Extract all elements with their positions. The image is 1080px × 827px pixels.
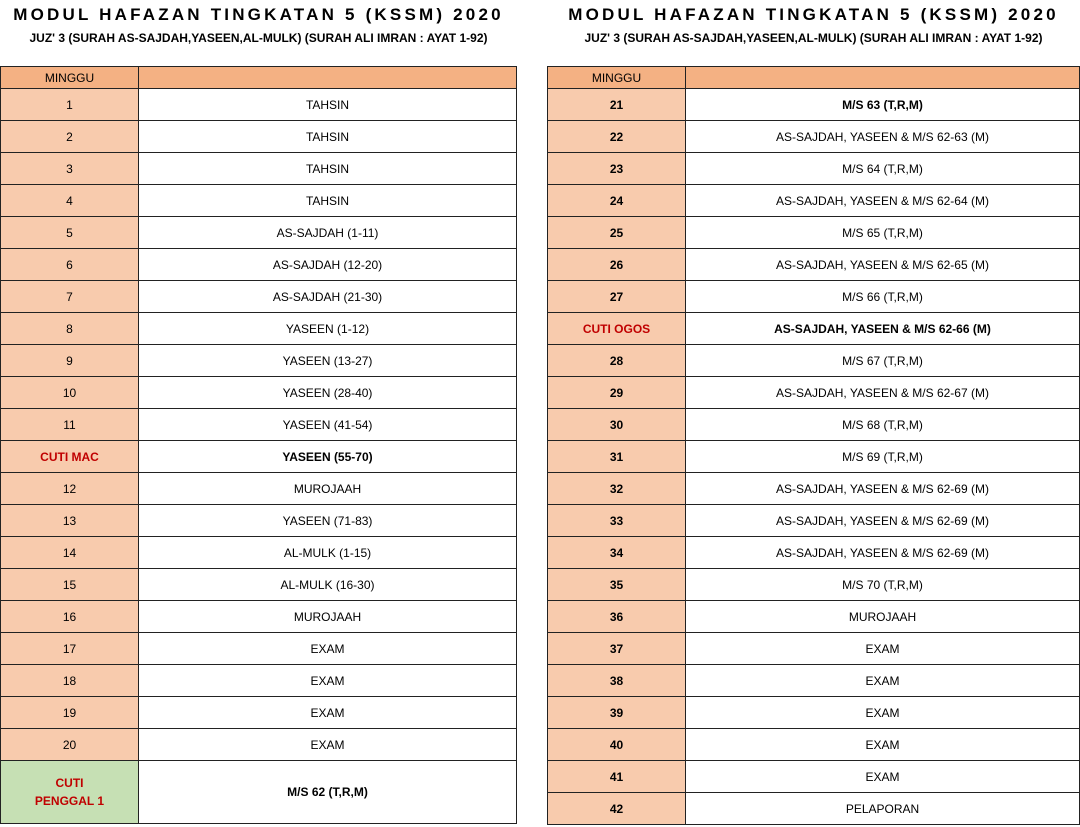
left-topic-cell[interactable]: AS-SAJDAH (12-20) bbox=[139, 249, 517, 281]
right-topic-cell[interactable]: EXAM bbox=[686, 729, 1080, 761]
left-topic-cell[interactable]: YASEEN (13-27) bbox=[139, 345, 517, 377]
right-table-row bbox=[548, 281, 1080, 313]
left-topic-cell[interactable]: EXAM bbox=[139, 665, 517, 697]
left-week-cell[interactable]: 9 bbox=[1, 345, 139, 377]
right-week-cell[interactable]: 24 bbox=[548, 185, 686, 217]
left-week-cell[interactable]: 10 bbox=[1, 377, 139, 409]
right-table-row bbox=[548, 729, 1080, 761]
right-week-cell[interactable]: 29 bbox=[548, 377, 686, 409]
left-topic-cell[interactable]: YASEEN (41-54) bbox=[139, 409, 517, 441]
right-table-row bbox=[548, 793, 1080, 825]
left-module-panel bbox=[0, 0, 517, 824]
right-schedule-table bbox=[547, 66, 1080, 825]
left-table-row bbox=[1, 153, 517, 185]
left-table-row bbox=[1, 601, 517, 633]
right-topic-cell[interactable]: EXAM bbox=[686, 665, 1080, 697]
right-table-row bbox=[548, 537, 1080, 569]
right-table-row bbox=[548, 313, 1080, 345]
right-week-cell[interactable]: 31 bbox=[548, 441, 686, 473]
left-week-cell[interactable]: 6 bbox=[1, 249, 139, 281]
right-table-row bbox=[548, 601, 1080, 633]
left-table-row bbox=[1, 185, 517, 217]
right-topic-cell[interactable]: M/S 67 (T,R,M) bbox=[686, 345, 1080, 377]
left-week-cell[interactable]: 4 bbox=[1, 185, 139, 217]
right-topic-cell[interactable]: M/S 68 (T,R,M) bbox=[686, 409, 1080, 441]
left-header-week[interactable]: MINGGU bbox=[1, 67, 139, 89]
left-title: MODUL HAFAZAN TINGKATAN 5 (KSSM) 2020 bbox=[13, 5, 504, 24]
right-week-cell[interactable]: 39 bbox=[548, 697, 686, 729]
left-topic-cell[interactable]: TAHSIN bbox=[139, 185, 517, 217]
right-topic-cell[interactable]: M/S 65 (T,R,M) bbox=[686, 217, 1080, 249]
right-topic-cell[interactable]: M/S 70 (T,R,M) bbox=[686, 569, 1080, 601]
right-table-row bbox=[548, 185, 1080, 217]
left-week-cell[interactable]: 7 bbox=[1, 281, 139, 313]
left-topic-cell[interactable]: EXAM bbox=[139, 633, 517, 665]
right-table-row bbox=[548, 89, 1080, 121]
left-table-row bbox=[1, 89, 517, 121]
right-week-cell[interactable]: 38 bbox=[548, 665, 686, 697]
right-table-row bbox=[548, 121, 1080, 153]
left-topic-cell[interactable]: MUROJAAH bbox=[139, 473, 517, 505]
left-week-cell[interactable]: 16 bbox=[1, 601, 139, 633]
right-week-cell[interactable]: 40 bbox=[548, 729, 686, 761]
left-topic-cell[interactable]: AL-MULK (1-15) bbox=[139, 537, 517, 569]
right-topic-cell[interactable]: M/S 64 (T,R,M) bbox=[686, 153, 1080, 185]
right-table-row bbox=[548, 505, 1080, 537]
left-week-cell[interactable]: 15 bbox=[1, 569, 139, 601]
left-week-cell[interactable]: 17 bbox=[1, 633, 139, 665]
right-week-cell[interactable]: 30 bbox=[548, 409, 686, 441]
left-week-cell[interactable]: 5 bbox=[1, 217, 139, 249]
left-week-cell[interactable]: 1 bbox=[1, 89, 139, 121]
left-topic-cell[interactable]: AS-SAJDAH (21-30) bbox=[139, 281, 517, 313]
right-week-cell[interactable]: 21 bbox=[548, 89, 686, 121]
right-header-week[interactable]: MINGGU bbox=[548, 67, 686, 89]
left-week-cell[interactable]: 3 bbox=[1, 153, 139, 185]
right-topic-cell[interactable]: M/S 66 (T,R,M) bbox=[686, 281, 1080, 313]
left-week-cell[interactable]: 14 bbox=[1, 537, 139, 569]
left-topic-cell[interactable]: EXAM bbox=[139, 729, 517, 761]
right-holiday-week-cell[interactable]: CUTI OGOS bbox=[548, 313, 686, 345]
right-topic-cell[interactable]: AS-SAJDAH, YASEEN & M/S 62-69 (M) bbox=[686, 537, 1080, 569]
right-table-row bbox=[548, 345, 1080, 377]
left-table-row bbox=[1, 665, 517, 697]
right-table-row bbox=[548, 569, 1080, 601]
left-table-row bbox=[1, 697, 517, 729]
left-topic-cell[interactable]: TAHSIN bbox=[139, 89, 517, 121]
right-table-row bbox=[548, 217, 1080, 249]
left-schedule-table bbox=[0, 66, 517, 824]
right-topic-cell[interactable]: M/S 63 (T,R,M) bbox=[686, 89, 1080, 121]
right-week-cell[interactable]: 41 bbox=[548, 761, 686, 793]
right-topic-cell[interactable]: EXAM bbox=[686, 761, 1080, 793]
left-topic-cell[interactable]: AL-MULK (16-30) bbox=[139, 569, 517, 601]
right-week-cell[interactable]: 42 bbox=[548, 793, 686, 825]
left-table-row bbox=[1, 313, 517, 345]
left-header-row bbox=[1, 67, 517, 89]
right-header-topic[interactable] bbox=[686, 67, 1080, 89]
left-term-break-row bbox=[1, 761, 517, 824]
right-table-row bbox=[548, 377, 1080, 409]
right-topic-cell[interactable]: AS-SAJDAH, YASEEN & M/S 62-63 (M) bbox=[686, 121, 1080, 153]
left-header-topic[interactable] bbox=[139, 67, 517, 89]
right-topic-cell[interactable]: AS-SAJDAH, YASEEN & M/S 62-67 (M) bbox=[686, 377, 1080, 409]
right-week-cell[interactable]: 26 bbox=[548, 249, 686, 281]
right-topic-cell[interactable]: EXAM bbox=[686, 697, 1080, 729]
left-table-row bbox=[1, 121, 517, 153]
right-table-row bbox=[548, 153, 1080, 185]
left-table-row bbox=[1, 505, 517, 537]
right-table-row bbox=[548, 761, 1080, 793]
right-week-cell[interactable]: 23 bbox=[548, 153, 686, 185]
right-week-cell[interactable]: 37 bbox=[548, 633, 686, 665]
left-table-row bbox=[1, 409, 517, 441]
left-table-row bbox=[1, 441, 517, 473]
right-topic-cell[interactable]: AS-SAJDAH, YASEEN & M/S 62-69 (M) bbox=[686, 473, 1080, 505]
right-week-cell[interactable]: 35 bbox=[548, 569, 686, 601]
right-table-row bbox=[548, 409, 1080, 441]
term-break-label-line1: CUTI bbox=[55, 776, 84, 790]
left-table-row bbox=[1, 249, 517, 281]
left-week-cell[interactable]: 20 bbox=[1, 729, 139, 761]
left-table-row bbox=[1, 569, 517, 601]
right-topic-cell[interactable]: AS-SAJDAH, YASEEN & M/S 62-65 (M) bbox=[686, 249, 1080, 281]
right-table-row bbox=[548, 473, 1080, 505]
left-topic-cell[interactable]: EXAM bbox=[139, 697, 517, 729]
left-week-cell[interactable]: 2 bbox=[1, 121, 139, 153]
left-topic-cell[interactable]: TAHSIN bbox=[139, 121, 517, 153]
right-topic-cell[interactable]: AS-SAJDAH, YASEEN & M/S 62-69 (M) bbox=[686, 505, 1080, 537]
right-topic-cell[interactable]: AS-SAJDAH, YASEEN & M/S 62-64 (M) bbox=[686, 185, 1080, 217]
left-week-cell[interactable]: 19 bbox=[1, 697, 139, 729]
left-week-cell[interactable]: 13 bbox=[1, 505, 139, 537]
left-table-row bbox=[1, 473, 517, 505]
left-subtitle: JUZ' 3 (SURAH AS-SAJDAH,YASEEN,AL-MULK) (SURAH ALI IMRAN : AYAT 1-92) bbox=[29, 31, 488, 45]
right-topic-cell[interactable]: PELAPORAN bbox=[686, 793, 1080, 825]
left-week-cell[interactable]: 12 bbox=[1, 473, 139, 505]
left-table-row bbox=[1, 281, 517, 313]
left-term-break-week-cell[interactable] bbox=[1, 761, 139, 824]
right-module-panel bbox=[547, 0, 1080, 825]
left-table-row bbox=[1, 729, 517, 761]
right-table-row bbox=[548, 441, 1080, 473]
left-topic-cell[interactable]: MUROJAAH bbox=[139, 601, 517, 633]
left-week-cell[interactable]: 11 bbox=[1, 409, 139, 441]
right-week-cell[interactable]: 33 bbox=[548, 505, 686, 537]
right-topic-cell[interactable]: EXAM bbox=[686, 633, 1080, 665]
right-topic-cell[interactable]: MUROJAAH bbox=[686, 601, 1080, 633]
left-topic-cell[interactable]: YASEEN (28-40) bbox=[139, 377, 517, 409]
right-table-row bbox=[548, 633, 1080, 665]
left-table-row bbox=[1, 345, 517, 377]
right-week-cell[interactable]: 22 bbox=[548, 121, 686, 153]
left-table-row bbox=[1, 633, 517, 665]
left-week-cell[interactable]: 18 bbox=[1, 665, 139, 697]
term-break-label-line2: PENGGAL 1 bbox=[34, 794, 105, 808]
right-week-cell[interactable]: 28 bbox=[548, 345, 686, 377]
right-table-row bbox=[548, 249, 1080, 281]
left-topic-cell[interactable]: TAHSIN bbox=[139, 153, 517, 185]
left-table-row bbox=[1, 377, 517, 409]
left-table-row bbox=[1, 537, 517, 569]
right-subtitle: JUZ' 3 (SURAH AS-SAJDAH,YASEEN,AL-MULK) (SURAH ALI IMRAN : AYAT 1-92) bbox=[584, 31, 1043, 45]
left-table-row bbox=[1, 217, 517, 249]
right-week-cell[interactable]: 34 bbox=[548, 537, 686, 569]
right-week-cell[interactable]: 27 bbox=[548, 281, 686, 313]
right-week-cell[interactable]: 36 bbox=[548, 601, 686, 633]
left-holiday-week-cell[interactable]: CUTI MAC bbox=[1, 441, 139, 473]
right-header-row bbox=[548, 67, 1080, 89]
right-topic-cell[interactable]: AS-SAJDAH, YASEEN & M/S 62-66 (M) bbox=[686, 313, 1080, 345]
left-topic-cell[interactable]: YASEEN (55-70) bbox=[139, 441, 517, 473]
left-topic-cell[interactable]: YASEEN (1-12) bbox=[139, 313, 517, 345]
right-topic-cell[interactable]: M/S 69 (T,R,M) bbox=[686, 441, 1080, 473]
right-title: MODUL HAFAZAN TINGKATAN 5 (KSSM) 2020 bbox=[568, 5, 1059, 24]
left-topic-cell[interactable]: YASEEN (71-83) bbox=[139, 505, 517, 537]
right-table-row bbox=[548, 665, 1080, 697]
right-week-cell[interactable]: 32 bbox=[548, 473, 686, 505]
left-topic-cell[interactable]: AS-SAJDAH (1-11) bbox=[139, 217, 517, 249]
right-week-cell[interactable]: 25 bbox=[548, 217, 686, 249]
right-table-row bbox=[548, 697, 1080, 729]
left-term-break-topic-cell[interactable]: M/S 62 (T,R,M) bbox=[139, 761, 517, 824]
left-week-cell[interactable]: 8 bbox=[1, 313, 139, 345]
